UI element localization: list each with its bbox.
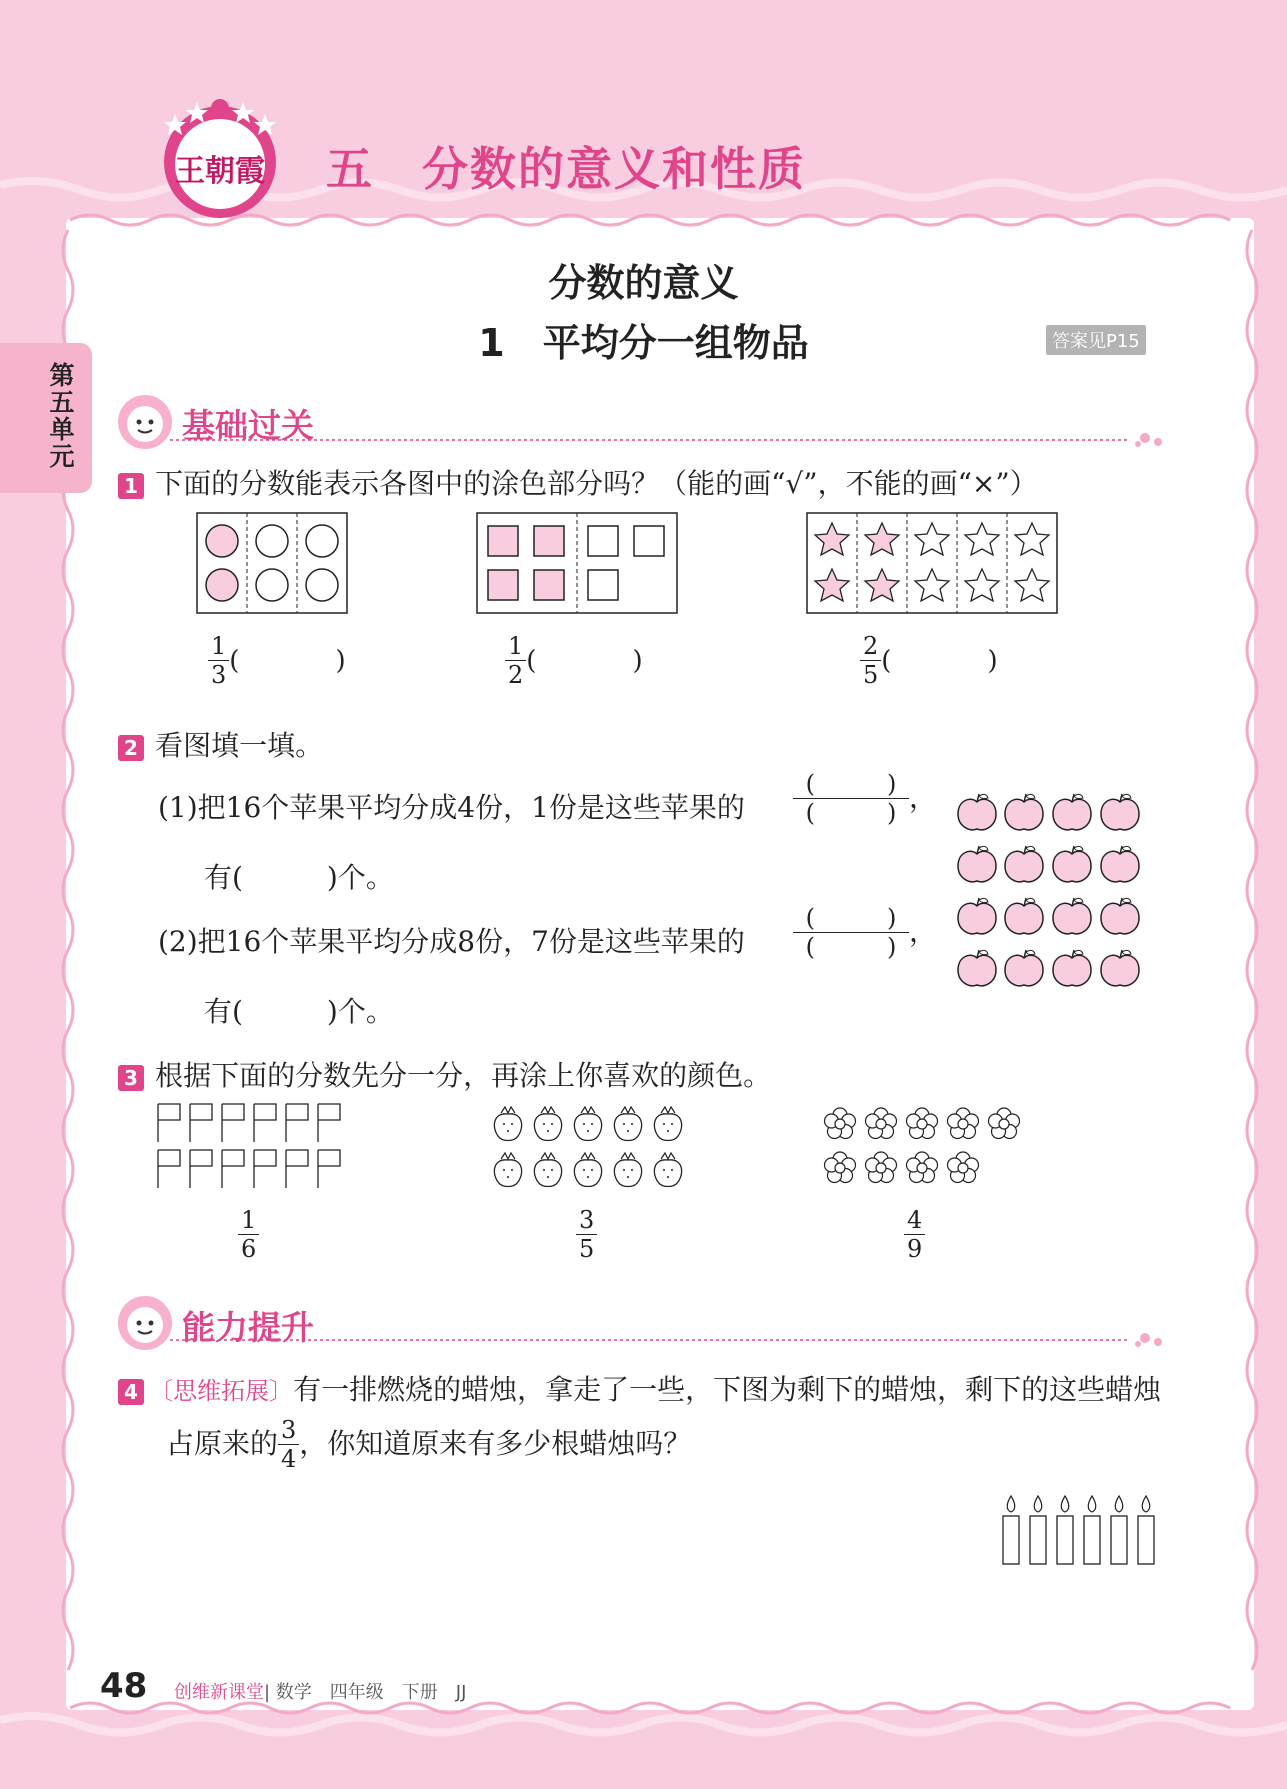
section-mascot-icon [116, 1294, 174, 1352]
q2-part-2-count[interactable]: 有( )个。 [204, 995, 394, 1028]
q1-answer-2[interactable]: $\frac{1}{2}$ ( ) [505, 632, 643, 689]
question-2 [118, 724, 323, 764]
section-mascot-icon [116, 393, 174, 451]
question-4-text-line1: 有一排燃烧的蜡烛，拿走了一些，下图为剩下的蜡烛，剩下的这些蜡烛 [293, 1373, 1162, 1406]
q2-part-2-fraction-blank[interactable]: $\frac{( )}{( )}$ ， [793, 904, 937, 961]
q1-answer-3[interactable]: $\frac{2}{5}$ ( ) [860, 632, 998, 689]
fraction: $\frac{1}{3}$ [208, 632, 229, 689]
q2-apples-figure [952, 786, 1152, 996]
question-3 [118, 1054, 771, 1094]
question-2-text: 看图填一填。 [155, 729, 324, 762]
q1-stars-figure [806, 512, 1058, 614]
q1-answer-1[interactable]: $\frac{1}{3}$ ( ) [208, 632, 346, 689]
section-basic-heading: 基础过关 [182, 406, 314, 445]
q2-part-1-text: (1)把16个苹果平均分成4份，1份是这些苹果的 [158, 791, 745, 824]
brand-logo-text: 王朝霞 [175, 154, 265, 189]
fraction: $\frac{1}{2}$ [505, 632, 526, 689]
question-2-number: 2 [118, 735, 144, 761]
q2-part-1-fraction-blank[interactable]: $\frac{( )}{( )}$ ， [793, 770, 937, 827]
q3-strawberries-figure [486, 1100, 686, 1190]
q2-part-1-count[interactable]: 有( )个。 [204, 861, 394, 894]
answer-reference-badge: 答案见P15 [1046, 325, 1146, 355]
question-3-text: 根据下面的分数先分一分，再涂上你喜欢的颜色。 [155, 1059, 772, 1092]
q1-circles-figure [196, 512, 348, 614]
side-unit-label: 第五单元 [49, 361, 75, 471]
q2-part-2-text: (2)把16个苹果平均分成8份，7份是这些苹果的 [158, 925, 745, 958]
question-4-number: 4 [118, 1379, 144, 1405]
q4-candles-figure [1000, 1494, 1170, 1574]
q3-flowers-figure [820, 1104, 1030, 1194]
question-1-number: 1 [118, 473, 144, 499]
section-divider [170, 1330, 1170, 1350]
q1-squares-figure [476, 512, 678, 614]
question-1 [118, 462, 1038, 502]
q3-fraction-1: $\frac{1}{6}$ [238, 1206, 259, 1263]
lesson-title: 1 平均分一组物品 [478, 321, 809, 365]
q3-fraction-3: $\frac{4}{9}$ [904, 1206, 925, 1263]
fraction: $\frac{2}{5}$ [860, 632, 881, 689]
q3-flags-figure [156, 1102, 356, 1192]
question-1-text: 下面的分数能表示各图中的涂色部分吗？（能的画“√”，不能的画“×”） [155, 467, 1038, 500]
question-4-line2: 占原来的 $\frac{3}{4}$ ，你知道原来有多少根蜡烛吗？ [166, 1416, 692, 1473]
q3-fraction-2: $\frac{3}{5}$ [576, 1206, 597, 1263]
footer-details: | 数学 四年级 下册 JJ [264, 1682, 467, 1703]
section-title: 分数的意义 [548, 261, 739, 305]
section-ability-heading: 能力提升 [182, 1308, 314, 1347]
question-4 [118, 1368, 1161, 1408]
question-3-number: 3 [118, 1065, 144, 1091]
footer-book-info [174, 1678, 466, 1704]
page-number: 48 [100, 1666, 148, 1706]
footer-brand: 创维新课堂 [174, 1682, 264, 1703]
question-4-tag: 〔思维拓展〕 [149, 1377, 294, 1405]
section-divider [170, 430, 1170, 450]
unit-title: 五 分数的意义和性质 [326, 142, 806, 196]
